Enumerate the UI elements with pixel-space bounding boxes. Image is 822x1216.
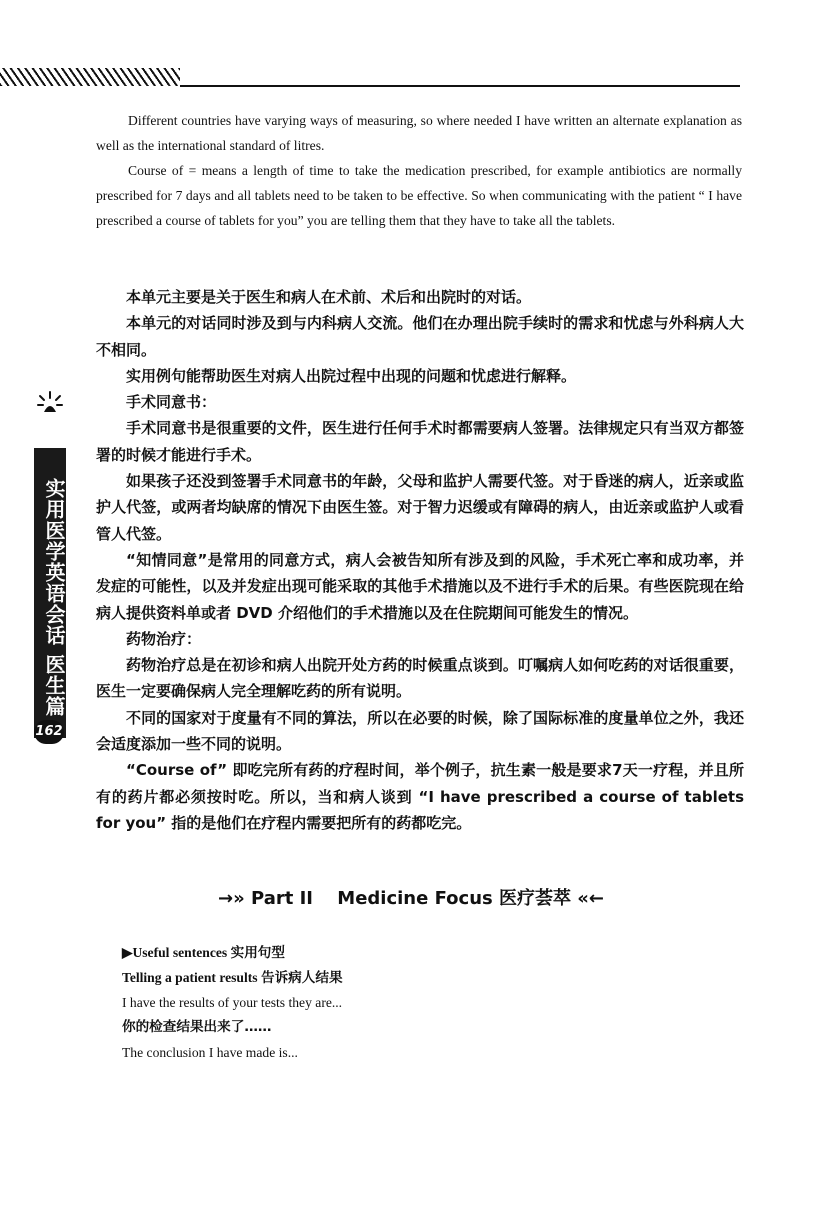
page-number: 162 — [34, 720, 64, 744]
useful-sentence: I have the results of your tests they are... — [122, 995, 343, 1010]
chinese-paragraph: 本单元主要是关于医生和病人在术前、术后和出院时的对话。 — [126, 288, 532, 306]
part-heading-right-ornament: «← — [577, 888, 604, 909]
chinese-paragraph: 实用例句能帮助医生对病人出院过程中出现的问题和忧虑进行解释。 — [126, 366, 577, 385]
part-heading-title: Medicine Focus 医疗荟萃 — [337, 888, 571, 909]
part-heading — [0, 886, 822, 912]
sun-burst-icon — [36, 390, 64, 418]
sidebar-tab — [28, 390, 72, 760]
useful-sentence: The conclusion I have made is... — [122, 1045, 298, 1060]
chinese-paragraph: “Course of” 即吃完所有药的疗程时间，举个例子，抗生素一般是要求7天一疗程，并且所有的药片都必须按时吃。所以，当和病人谈到 “I have prescribed a course of tablets for you” 指的是他们在疗程内需要把所有的药都吃完。 — [96, 761, 744, 832]
chinese-paragraph: 手术同意书： — [126, 393, 217, 412]
chinese-paragraph: 本单元的对话同时涉及到与内科病人交流。他们在办理出院手续时的需求和忧虑与外科病人大不相同。 — [96, 314, 744, 359]
chinese-paragraph: 不同的国家对于度量有不同的算法，所以在必要的时候，除了国际标准的度量单位之外，我还会适度添加一些不同的说明。 — [96, 708, 744, 754]
useful-sentence: 你的检查结果出来了…… — [122, 1019, 272, 1035]
chinese-paragraph: 如果孩子还没到签署手术同意书的年龄，父母和监护人需要代签。对于昏迷的病人，近亲或监护人代签，或两者均缺席的情况下由医生签。对于智力迟缓或有障碍的病人，由近亲或监护人或看管人代签。 — [96, 472, 744, 543]
chinese-text-block — [96, 284, 744, 836]
chinese-paragraph: 手术同意书是很重要的文件，医生进行任何手术时都需要病人签署。法律规定只有当双方都签署的时候才能进行手术。 — [96, 419, 744, 464]
useful-sentences-subheading: Telling a patient results 告诉病人结果 — [122, 970, 343, 985]
part-heading-left-ornament: →» — [218, 888, 245, 909]
english-text-block — [96, 108, 742, 233]
book-title-vertical: 实用医学英语会话 医生篇 — [34, 448, 66, 738]
useful-sentences-label: ▶Useful sentences 实用句型 — [122, 945, 285, 960]
chinese-paragraph: 药物治疗： — [126, 629, 202, 648]
header-rule — [180, 85, 740, 87]
english-paragraph: Different countries have varying ways of measuring, so where needed I have written an alternate explanation as well as the international standard of litres. — [96, 113, 742, 153]
english-paragraph: Course of = means a length of time to take the medication prescribed, for example antibiotics are normally prescribed for 7 days and all tablets need to be taken to be effective. So when communicating with the patient “ I have prescribed a course of tablets for you” you are telling them that they have to take all the tablets. — [96, 163, 742, 228]
chinese-paragraph: 药物治疗总是在初诊和病人出院开处方药的时候重点谈到。叮嘱病人如何吃药的对话很重要，医生一定要确保病人完全理解吃药的所有说明。 — [96, 656, 744, 701]
chinese-paragraph: “知情同意”是常用的同意方式，病人会被告知所有涉及到的风险，手术死亡率和成功率，并发症的可能性，以及并发症出现可能采取的其他手术措施以及不进行手术的后果。有些医院现在给病人提供资料单或者 DVD 介绍他们的手术措施以及在住院期间可能发生的情况。 — [96, 550, 744, 622]
useful-sentences-section — [122, 940, 722, 1065]
header-hatch-decoration — [0, 68, 180, 86]
part-heading-part: Part II — [251, 888, 313, 909]
